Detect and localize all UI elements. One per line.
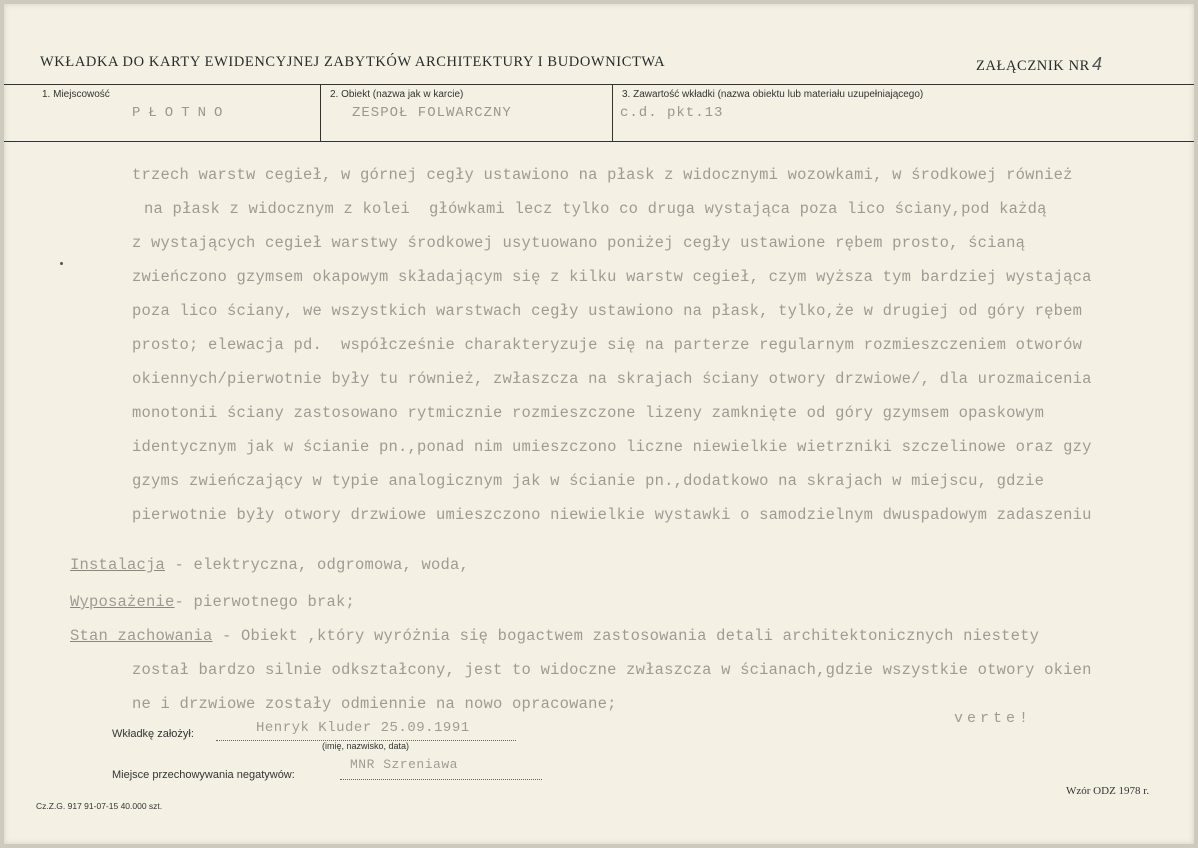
installation-heading: Instalacja <box>70 556 166 574</box>
equipment-section <box>70 593 355 611</box>
equipment-heading: Wyposażenie <box>70 593 175 611</box>
field-divider <box>320 85 321 141</box>
negatives-line <box>340 779 542 780</box>
field-divider <box>612 85 613 141</box>
form-title: WKŁADKA DO KARTY EWIDENCYJNEJ ZABYTKÓW ARCHITEKTURY I BUDOWNICTWA <box>40 54 666 70</box>
installation-text: - elektryczna, odgromowa, woda, <box>165 556 470 574</box>
condition-text: - Obiekt ,który wyróżnia się bogactwem zastosowania detali architektonicznych niestety <box>212 627 1040 645</box>
body-line: trzech warstw cegieł, w górnej cegły ustawiono na płask z widocznymi wozowkami, w środkowej również <box>132 166 1073 184</box>
ink-dot <box>60 262 63 265</box>
object-value: ZESPOŁ FOLWARCZNY <box>352 105 512 121</box>
body-line: identycznym jak w ścianie pn.,ponad nim umieszczono liczne niewielkie wietrzniki szczelinowe oraz gzy <box>132 438 1092 456</box>
condition-line: został bardzo silnie odkształcony, jest to widoczne zwłaszcza w ścianach,gdzie wszystkie otwory okien <box>132 661 1092 679</box>
body-line: okiennych/pierwotnie były tu również, zwłaszcza na skrajach ściany otwory drzwiowe/, dla urozmaicenia <box>132 370 1092 388</box>
body-line: prosto; elewacja pd. współcześnie charakteryzuje się na parterze regularnym rozmieszczeniem otworów <box>132 336 1083 354</box>
body-line: na płask z widocznym z kolei główkami lecz tylko co druga wystająca poza lico ściany,pod każdą <box>144 200 1047 218</box>
negatives-value: MNR Szreniawa <box>350 757 458 772</box>
body-line: pierwotnie były otwory drzwiowe umieszczono niewielkie wystawki o samodzielnym dwuspadowym zadaszeniu <box>132 506 1092 524</box>
header-top-rule <box>4 84 1194 85</box>
author-label: Wkładkę założył: <box>112 728 194 740</box>
header-bottom-rule <box>4 141 1194 142</box>
equipment-text: - pierwotnego brak; <box>174 593 356 611</box>
condition-heading: Stan zachowania <box>70 627 213 645</box>
attachment-number-value: 4 <box>1091 54 1103 74</box>
condition-section <box>70 627 1039 645</box>
form-model: Wzór ODZ 1978 r. <box>1066 785 1150 797</box>
installation-section <box>70 556 469 574</box>
body-line: z wystających cegieł warstwy środkowej usytuowano poniżej cegły ustawione rębem prosto, ścianą <box>132 234 1026 252</box>
condition-line: ne i drzwiowe zostały odmiennie na nowo opracowane; <box>132 695 617 713</box>
attachment-label: ZAŁĄCZNIK NR <box>976 58 1090 74</box>
negatives-label: Miejsce przechowywania negatywów: <box>112 769 295 781</box>
locality-label: 1. Miejscowość <box>42 89 110 100</box>
contents-value: c.d. pkt.13 <box>620 105 724 121</box>
body-line: gzyms zwieńczający w typie analogicznym jak w ścianie pn.,dodatkowo na skrajach w miejscu, gdzie <box>132 472 1045 490</box>
author-caption: (imię, nazwisko, data) <box>322 741 410 751</box>
attachment-number <box>976 54 1103 75</box>
contents-label: 3. Zawartość wkładki (nazwa obiektu lub materiału uzupełniającego) <box>622 89 924 100</box>
locality-value: PŁOTNO <box>132 105 231 121</box>
record-card-insert <box>4 4 1194 844</box>
author-value: Henryk Kluder 25.09.1991 <box>256 720 470 736</box>
body-line: zwieńczono gzymsem okapowym składającym się z kilku warstw cegieł, czym wyższa tym bardziej wystająca <box>132 268 1092 286</box>
object-label: 2. Obiekt (nazwa jak w karcie) <box>330 89 464 100</box>
print-code: Cz.Z.G. 917 91-07-15 40.000 szt. <box>36 801 163 811</box>
verte-note: verte! <box>954 710 1033 727</box>
body-line: poza lico ściany, we wszystkich warstwach cegły ustawiono na płask, tylko,że w drugiej od góry rębem <box>132 302 1083 320</box>
body-line: monotonii ściany zastosowano rytmicznie rozmieszczone lizeny zamknięte od góry gzymsem opaskowym <box>132 404 1045 422</box>
